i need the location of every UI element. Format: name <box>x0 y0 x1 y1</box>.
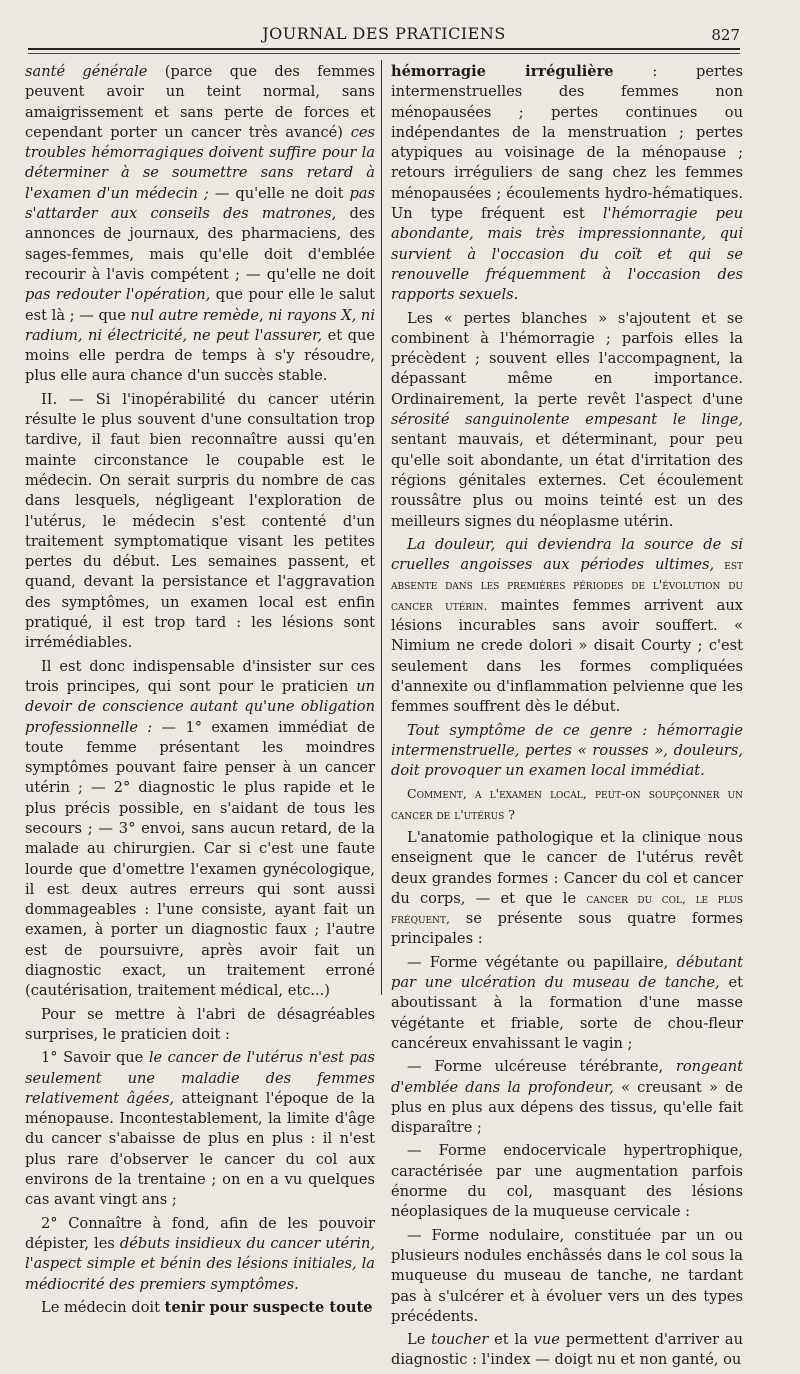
paragraph: — Forme endocervicale hypertrophique, caractérisée par une augmentation parfois énorme du col, masquant des lésions néoplasiques de la muqueuse cervicale : <box>391 1142 743 1221</box>
page-number: 827 <box>711 26 740 44</box>
paragraph: — Forme nodulaire, constituée par un ou plusieurs nodules enchâssés dans le col sous la muqueuse du museau de tanche, ne tardant pas à s'ulcérer et à évoluer vers un des types précédents. <box>391 1226 743 1325</box>
right-column <box>391 62 743 1374</box>
column-divider <box>381 60 382 995</box>
paragraph: Les « pertes blanches » s'ajoutent et se combinent à l'hémorragie ; parfois elles la précèdent ; souvent elles l'accompagnent, la dépassant même en importance. Ordinairement, la perte revêt l'aspect d'une sérosité sanguinolente empesant le linge, sentant mauvais, et déterminant, pour peu qu'elle soit abondante, un état d'irritation des régions génitales externes. Cet écoulement roussâtre plus ou moins teinté est un des meilleurs signes du néoplasme utérin. <box>391 309 743 530</box>
header-rule <box>28 48 740 50</box>
paragraph: santé générale (parce que des femmes peuvent avoir un teint normal, sans amaigrissement et sans perte de forces et cependant porter un cancer très avancé) ces troubles hémorragiques doivent suffire pour la déterminer à se soumettre sans retard à l'examen d'un médecin ; — qu'elle ne doit pas s'attarder aux conseils des matrones, des annonces de journaux, des pharmaciens, des sages-femmes, mais qu'elle doit d'emblée recourir à l'avis compétent ; — qu'elle ne doit pas redouter l'opération, que pour elle le salut est là ; — que nul autre remède, ni rayons X, ni radium, ni électricité, ne peut l'assurer, et que moins elle perdra de temps à s'y résoudre, plus elle aura chance d'un succès stable. <box>25 63 376 385</box>
paragraph: II. — Si l'inopérabilité du cancer utérin résulte le plus souvent d'une consultation trop tardive, il faut bien reconnaître aussi qu'en mainte circonstance le coupable est le médecin. On serait surpris du nombre de cas dans lesquels, négligeant l'exploration de l'utérus, le médecin s'est contenté d'un traitement symptomatique visant les petites pertes du début. Les semaines passent, et quand, devant la persistance et l'aggravation des symptômes, un examen local est enfin pratiqué, il est trop tard : les lésions sont irrémédiables. <box>25 390 375 652</box>
paragraph: Pour se mettre à l'abri de désagréables surprises, le praticien doit : <box>25 1005 375 1043</box>
running-header <box>28 20 740 46</box>
paragraph: 1° Savoir que le cancer de l'utérus n'est pas seulement une maladie des femmes relativement âgées, atteignant l'époque de la ménopause. Incontestablement, la limite d'âge du cancer s'abaisse de plus en plus : il n'est plus rare d'observer le cancer du col aux environs de la trentaine ; on en a vu quelques cas avant vingt ans ; <box>25 1049 375 1209</box>
paragraph: Il est donc indispensable d'insister sur ces trois principes, qui sont pour le praticien un devoir de conscience autant qu'une obligation professionnelle : — 1° examen immédiat de toute femme présentant les moindres symptômes pouvant faire penser à un cancer utérin ; — 2° diagnostic le plus rapide et le plus précis possible, en s'aidant de tous les secours ; — 3° envoi, sans aucun retard, de la malade au chirurgien. Car si c'est une faute lourde que d'omettre l'examen gynécologique, il est deux autres erreurs qui sont aussi dommageables : l'une consiste, ayant fait un examen, à porter un diagnostic faux ; l'autre est de poursuivre, après avoir fait un diagnostic exact, un traitement erroné (cautérisation, traitement médical, etc...) <box>25 657 375 1000</box>
paragraph: — Forme végétante ou papillaire, débutant par une ulcération du museau de tanche, et aboutissant à la formation d'une masse végétante et friable, sorte de chou-fleur cancéreux envahissant le vagin ; <box>391 953 743 1052</box>
paragraph: Le médecin doit tenir pour suspecte toute <box>41 1298 373 1316</box>
paragraph: Le toucher et la vue permettent d'arriver au diagnostic : l'index — doigt nu et non ganté, ou <box>391 1331 743 1369</box>
paragraph: — Forme ulcéreuse térébrante, rongeant d'emblée dans la profondeur, « creusant » de plus en plus aux dépens des tissus, qu'elle fait disparaître ; <box>391 1058 743 1137</box>
paragraph: Tout symptôme de ce genre : hémorragie intermenstruelle, pertes « rousses », douleurs, doit provoquer un examen local immédiat. <box>391 721 743 780</box>
paragraph: 2° Connaître à fond, afin de les pouvoir dépister, les débuts insidieux du cancer utérin, l'aspect simple et bénin des lésions initiales, la médiocrité des premiers symptômes. <box>25 1214 375 1293</box>
left-column <box>25 62 375 1321</box>
paragraph: L'anatomie pathologique et la clinique nous enseignent que le cancer de l'utérus revêt deux grandes formes : Cancer du col et cancer du corps, — et que le cancer du col, le plus fréquent, se présente sous quatre formes principales : <box>391 828 743 948</box>
section-heading: Comment, a l'examen local, peut-on soupçonner un cancer de l'utérus ? <box>391 786 743 822</box>
journal-title: JOURNAL DES PRATICIENS <box>262 24 506 43</box>
paragraph: La douleur, qui deviendra la source de si cruelles angoisses aux périodes ultimes, est absente dans les premières périodes de l'évolution du cancer utérin. maintes femmes arrivent aux lésions incurables sans avoir souffert. « Nimium ne crede dolori » disait Courty ; c'est seulement dans les formes compliquées d'annexite ou d'inflammation pelvienne que les femmes souffrent dès le début. <box>391 535 744 716</box>
header-rule-thin <box>28 53 740 54</box>
paragraph: hémorragie irrégulière : pertes intermenstruelles des femmes non ménopausées ; pertes continues ou indépendantes de la menstruation ; pertes atypiques au voisinage de la ménopause ; retours irréguliers de sang chez les femmes ménopausées ; écoulements hydro-hématiques. Un type fréquent est l'hémorragie peu abondante, mais très impressionnante, qui survient à l'occasion du coït et qui se renouvelle fréquemment à l'occasion des rapports sexuels. <box>391 63 743 304</box>
